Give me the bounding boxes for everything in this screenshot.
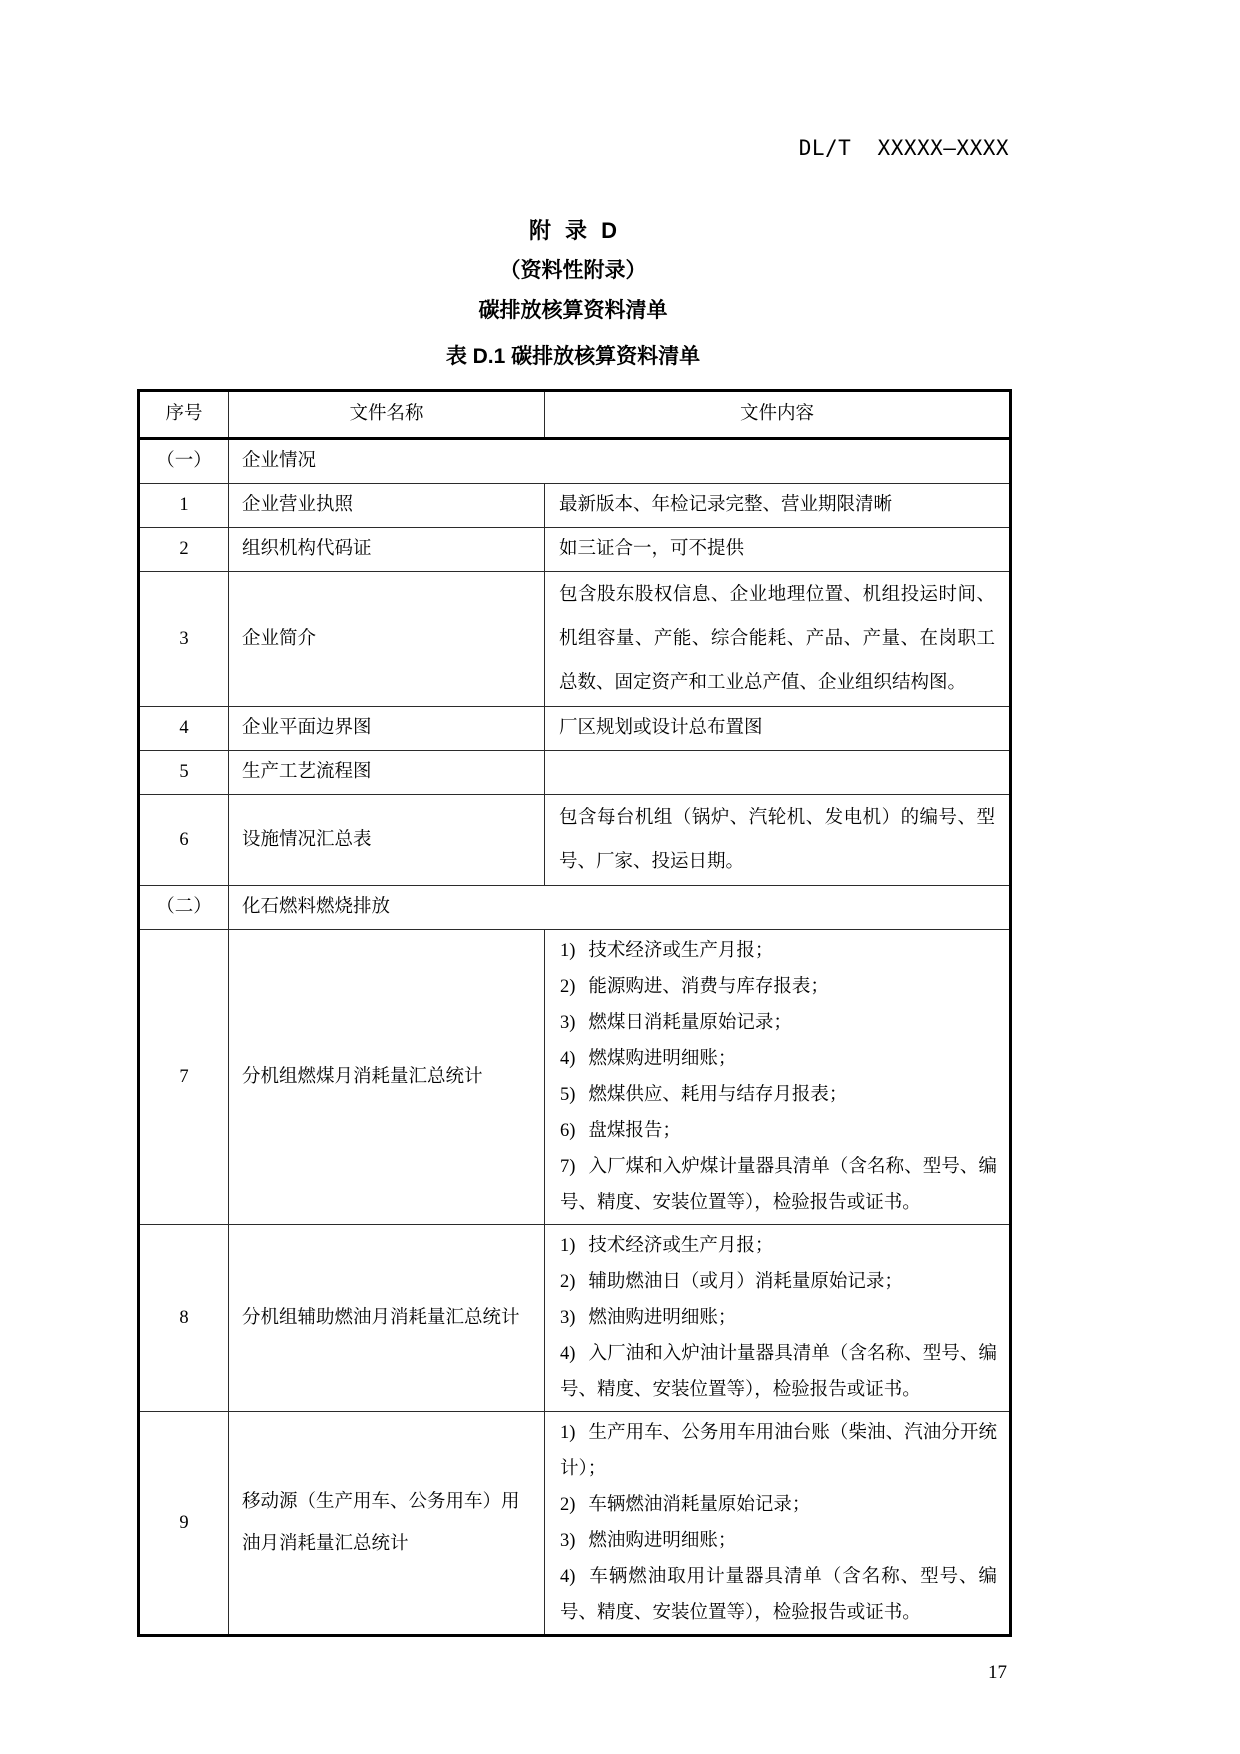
list-item-text: 生产用车、公务用车用油台账（柴油、汽油分开统计）； xyxy=(560,1423,997,1479)
list-item-number: 1) xyxy=(560,941,576,961)
list-item-number: 5) xyxy=(560,1085,576,1105)
file-content-cell xyxy=(545,1225,1011,1412)
file-content-cell xyxy=(545,1412,1011,1636)
list-item-number: 3) xyxy=(560,1013,576,1033)
list-item-number: 6) xyxy=(560,1121,576,1141)
row-number-cell: 2 xyxy=(139,528,229,572)
file-name-cell: 组织机构代码证 xyxy=(229,528,545,572)
table-row xyxy=(139,1225,1011,1412)
appendix-title: 附 录 D xyxy=(528,218,618,243)
table-row xyxy=(139,528,1011,572)
list-item-number: 2) xyxy=(560,1272,576,1292)
list-item-number: 2) xyxy=(560,1495,576,1515)
section-row xyxy=(139,886,1011,930)
list-item-number: 4) xyxy=(560,1049,576,1069)
list-item-number: 4) xyxy=(560,1567,576,1587)
table-row xyxy=(139,1412,1011,1636)
list-item-text: 车辆燃油消耗量原始记录； xyxy=(588,1495,811,1515)
list-item xyxy=(560,1487,997,1523)
list-item-text: 燃煤日消耗量原始记录； xyxy=(588,1013,792,1033)
header-cell-content: 文件内容 xyxy=(545,391,1011,439)
header-cell-name: 文件名称 xyxy=(229,391,545,439)
file-name-cell: 企业平面边界图 xyxy=(229,707,545,751)
table-row xyxy=(139,930,1011,1225)
table-header-row xyxy=(139,391,1011,439)
file-name-cell: 企业营业执照 xyxy=(229,484,545,528)
list-item xyxy=(560,1041,997,1077)
list-item-number: 1) xyxy=(560,1236,576,1256)
row-number-cell: 5 xyxy=(139,751,229,795)
list-item-number: 1) xyxy=(560,1423,576,1443)
section-title-cell: 化石燃料燃烧排放 xyxy=(229,886,1011,930)
list-item-text: 燃油购进明细账； xyxy=(588,1308,737,1328)
list-item xyxy=(560,969,997,1005)
page-number: 17 xyxy=(988,1662,1007,1683)
data-table xyxy=(137,389,1012,1637)
table-row xyxy=(139,795,1011,886)
file-name-cell: 生产工艺流程图 xyxy=(229,751,545,795)
row-number-cell: （一） xyxy=(139,439,229,484)
table-caption: 表 D.1 碳排放核算资料清单 xyxy=(445,345,701,368)
list-item xyxy=(560,1077,997,1113)
appendix-heading: 碳排放核算资料清单 xyxy=(478,299,668,322)
section-row xyxy=(139,439,1011,484)
list-item-text: 盘煤报告； xyxy=(588,1121,681,1141)
table-row xyxy=(139,707,1011,751)
file-name-cell: 分机组燃煤月消耗量汇总统计 xyxy=(229,930,545,1225)
list-item-number: 4) xyxy=(560,1344,576,1364)
list-item xyxy=(560,1113,997,1149)
table-row xyxy=(139,484,1011,528)
file-name-cell: 设施情况汇总表 xyxy=(229,795,545,886)
row-number-cell: 4 xyxy=(139,707,229,751)
list-item-text: 辅助燃油日（或月）消耗量原始记录； xyxy=(588,1272,903,1292)
list-item-text: 入厂油和入炉油计量器具清单（含名称、型号、编号、精度、安装位置等），检验报告或证书。 xyxy=(560,1344,997,1400)
file-name-cell: 分机组辅助燃油月消耗量汇总统计 xyxy=(229,1225,545,1412)
list-item xyxy=(560,1559,997,1631)
appendix-title-block xyxy=(137,211,1009,331)
list-item-text: 入厂煤和入炉煤计量器具清单（含名称、型号、编号、精度、安装位置等），检验报告或证书。 xyxy=(560,1157,997,1213)
row-number-cell: 1 xyxy=(139,484,229,528)
list-item xyxy=(560,1005,997,1041)
list-item-text: 燃煤购进明细账； xyxy=(588,1049,737,1069)
list-item-text: 燃油购进明细账； xyxy=(588,1531,737,1551)
file-content-cell: 厂区规划或设计总布置图 xyxy=(545,707,1011,751)
row-number-cell: 6 xyxy=(139,795,229,886)
table-row xyxy=(139,572,1011,707)
file-content-cell: 包含股东股权信息、企业地理位置、机组投运时间、机组容量、产能、综合能耗、产品、产量、在岗职工总数、固定资产和工业总产值、企业组织结构图。 xyxy=(545,572,1011,707)
row-number-cell: 8 xyxy=(139,1225,229,1412)
list-item-text: 能源购进、消费与库存报表； xyxy=(588,977,829,997)
list-item xyxy=(560,1264,997,1300)
list-item xyxy=(560,1336,997,1408)
list-item xyxy=(560,1415,997,1487)
appendix-subtitle: （资料性附录） xyxy=(499,259,647,282)
list-item xyxy=(560,1149,997,1221)
file-content-cell xyxy=(545,930,1011,1225)
file-name-cell: 移动源（生产用车、公务用车）用油月消耗量汇总统计 xyxy=(229,1412,545,1636)
list-item-text: 技术经济或生产月报； xyxy=(588,1236,774,1256)
list-item xyxy=(560,1300,997,1336)
row-number-cell: 9 xyxy=(139,1412,229,1636)
list-item xyxy=(560,1523,997,1559)
table-row xyxy=(139,751,1011,795)
table-body xyxy=(139,439,1011,1636)
file-content-cell xyxy=(545,751,1011,795)
list-item-number: 2) xyxy=(560,977,576,997)
list-item xyxy=(560,933,997,969)
row-number-cell: 7 xyxy=(139,930,229,1225)
page-content xyxy=(137,0,1009,1637)
file-name-cell: 企业简介 xyxy=(229,572,545,707)
row-number-cell: 3 xyxy=(139,572,229,707)
file-content-cell: 最新版本、年检记录完整、营业期限清晰 xyxy=(545,484,1011,528)
section-title-cell: 企业情况 xyxy=(229,439,1011,484)
list-item-text: 燃煤供应、耗用与结存月报表； xyxy=(588,1085,848,1105)
list-item-text: 技术经济或生产月报； xyxy=(588,941,774,961)
list-item-number: 7) xyxy=(560,1157,576,1177)
list-item-number: 3) xyxy=(560,1308,576,1328)
standard-doc-code: DL/T XXXXX—XXXX xyxy=(798,136,1009,160)
list-item-number: 3) xyxy=(560,1531,576,1551)
list-item xyxy=(560,1228,997,1264)
list-item-text: 车辆燃油取用计量器具清单（含名称、型号、编号、精度、安装位置等），检验报告或证书。 xyxy=(560,1567,997,1623)
file-content-cell: 如三证合一，可不提供 xyxy=(545,528,1011,572)
file-content-cell: 包含每台机组（锅炉、汽轮机、发电机）的编号、型号、厂家、投运日期。 xyxy=(545,795,1011,886)
header-cell-no: 序号 xyxy=(139,391,229,439)
row-number-cell: （二） xyxy=(139,886,229,930)
